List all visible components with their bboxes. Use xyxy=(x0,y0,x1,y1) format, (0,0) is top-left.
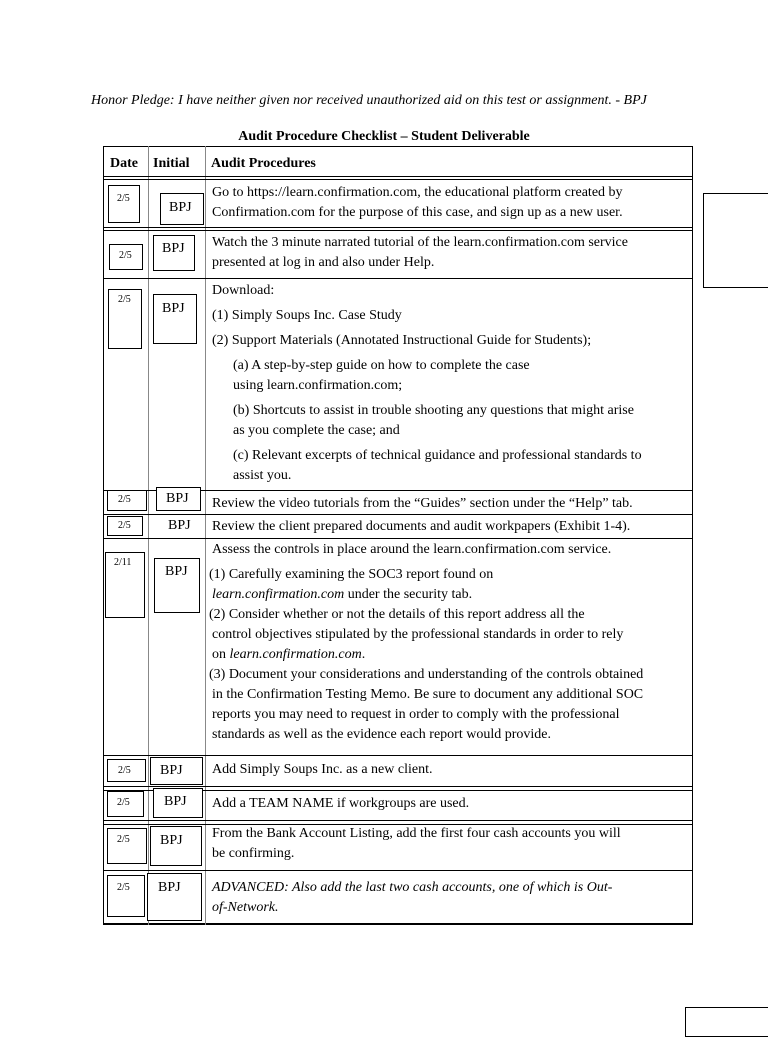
date-value: 2/5 xyxy=(117,193,130,204)
row-separator xyxy=(103,227,693,228)
initial-box xyxy=(160,193,204,225)
procedure-text: From the Bank Account Listing, add the first four cash accounts you will be confirming. xyxy=(212,826,621,861)
row-separator xyxy=(103,179,693,180)
header-initial: Initial xyxy=(153,156,190,171)
row-separator xyxy=(103,278,693,279)
initial-value: BPJ xyxy=(164,794,187,809)
initial-box xyxy=(154,558,200,613)
date-box xyxy=(107,828,147,864)
date-box xyxy=(105,552,145,618)
initial-box xyxy=(147,873,202,921)
header-date: Date xyxy=(110,156,138,171)
margin-box xyxy=(685,1007,768,1037)
date-box xyxy=(107,791,144,817)
date-box xyxy=(107,875,145,917)
honor-pledge: Honor Pledge: I have neither given nor received unauthorized aid on this test or assignment. - BPJ xyxy=(91,93,647,108)
row-separator xyxy=(103,820,693,821)
row-separator xyxy=(103,538,693,539)
date-box xyxy=(108,185,140,223)
procedure-text: Download: (1) Simply Soups Inc. Case Study (2) Support Materials (Annotated Instructional Guide for Students); (a) A step-by-step guide on how to complete the case using learn.confirmation.com; (b) Shortcuts to assist in trouble shooting any questions that might arise as you complete the case; and (c) Relevant excerpts of technical guidance and professional standards to assist you. xyxy=(212,283,642,483)
margin-box xyxy=(703,193,768,288)
date-value: 2/5 xyxy=(118,765,131,776)
initial-value: BPJ xyxy=(168,518,191,533)
procedure-text: Watch the 3 minute narrated tutorial of the learn.confirmation.com service presented at log in and also under Help. xyxy=(212,235,628,270)
procedure-text: Review the client prepared documents and audit workpapers (Exhibit 1-4). xyxy=(212,519,631,534)
header-procedures: Audit Procedures xyxy=(211,156,316,171)
row-separator xyxy=(103,230,693,231)
date-value: 2/11 xyxy=(114,557,132,568)
procedure-text: Review the video tutorials from the “Guides” section under the “Help” tab. xyxy=(212,496,633,511)
date-value: 2/5 xyxy=(117,797,130,808)
date-value: 2/5 xyxy=(119,250,132,261)
initial-box xyxy=(153,788,203,818)
date-box xyxy=(107,516,143,536)
initial-value: BPJ xyxy=(165,564,188,579)
checklist-title: Audit Procedure Checklist – Student Deliverable xyxy=(238,129,530,144)
column-divider-date xyxy=(148,146,149,925)
initial-value: BPJ xyxy=(160,763,183,778)
initial-box xyxy=(153,235,195,271)
date-box xyxy=(109,244,143,270)
initial-box xyxy=(150,757,203,785)
date-value: 2/5 xyxy=(118,520,131,531)
row-separator xyxy=(103,176,693,177)
date-value: 2/5 xyxy=(118,494,131,505)
procedure-text: Go to https://learn.confirmation.com, the educational platform created by Confirmation.com for the purpose of this case, and sign up as a new user. xyxy=(212,185,623,220)
date-box xyxy=(107,490,147,511)
initial-value: BPJ xyxy=(162,241,185,256)
date-value: 2/5 xyxy=(117,834,130,845)
initial-box xyxy=(153,294,197,344)
procedure-text: Assess the controls in place around the learn.confirmation.com service. (1) Carefully examining the SOC3 report found on learn.confirmation.com under the security tab. (2) Consider whether or not the details of this report address all the control objectives stipulated by the professional standards in order to rely on learn.confirmation.com. (3) Document your considerations and understanding of the controls obtained in the Confirmation Testing Memo. Be sure to document any additional SOC reports you may need to request in order to comply with the professional standards as well as the evidence each report would provide. xyxy=(209,542,644,742)
initial-value: BPJ xyxy=(158,880,181,895)
row-separator xyxy=(103,870,693,871)
procedure-text: ADVANCED: Also add the last two cash accounts, one of which is Out- of-Network. xyxy=(212,880,613,915)
date-value: 2/5 xyxy=(117,882,130,893)
initial-box xyxy=(156,487,201,511)
date-box xyxy=(107,759,146,782)
date-box xyxy=(108,289,142,349)
initial-value: BPJ xyxy=(166,491,189,506)
procedure-text: Add Simply Soups Inc. as a new client. xyxy=(212,762,433,777)
column-divider-initial xyxy=(205,146,206,925)
initial-value: BPJ xyxy=(160,833,183,848)
row-separator xyxy=(103,755,693,756)
procedure-text: Add a TEAM NAME if workgroups are used. xyxy=(212,796,470,811)
row-separator xyxy=(103,786,693,787)
initial-value: BPJ xyxy=(162,301,185,316)
date-value: 2/5 xyxy=(118,294,131,305)
row-separator xyxy=(103,514,693,515)
initial-value: BPJ xyxy=(169,200,192,215)
initial-box xyxy=(150,826,202,866)
